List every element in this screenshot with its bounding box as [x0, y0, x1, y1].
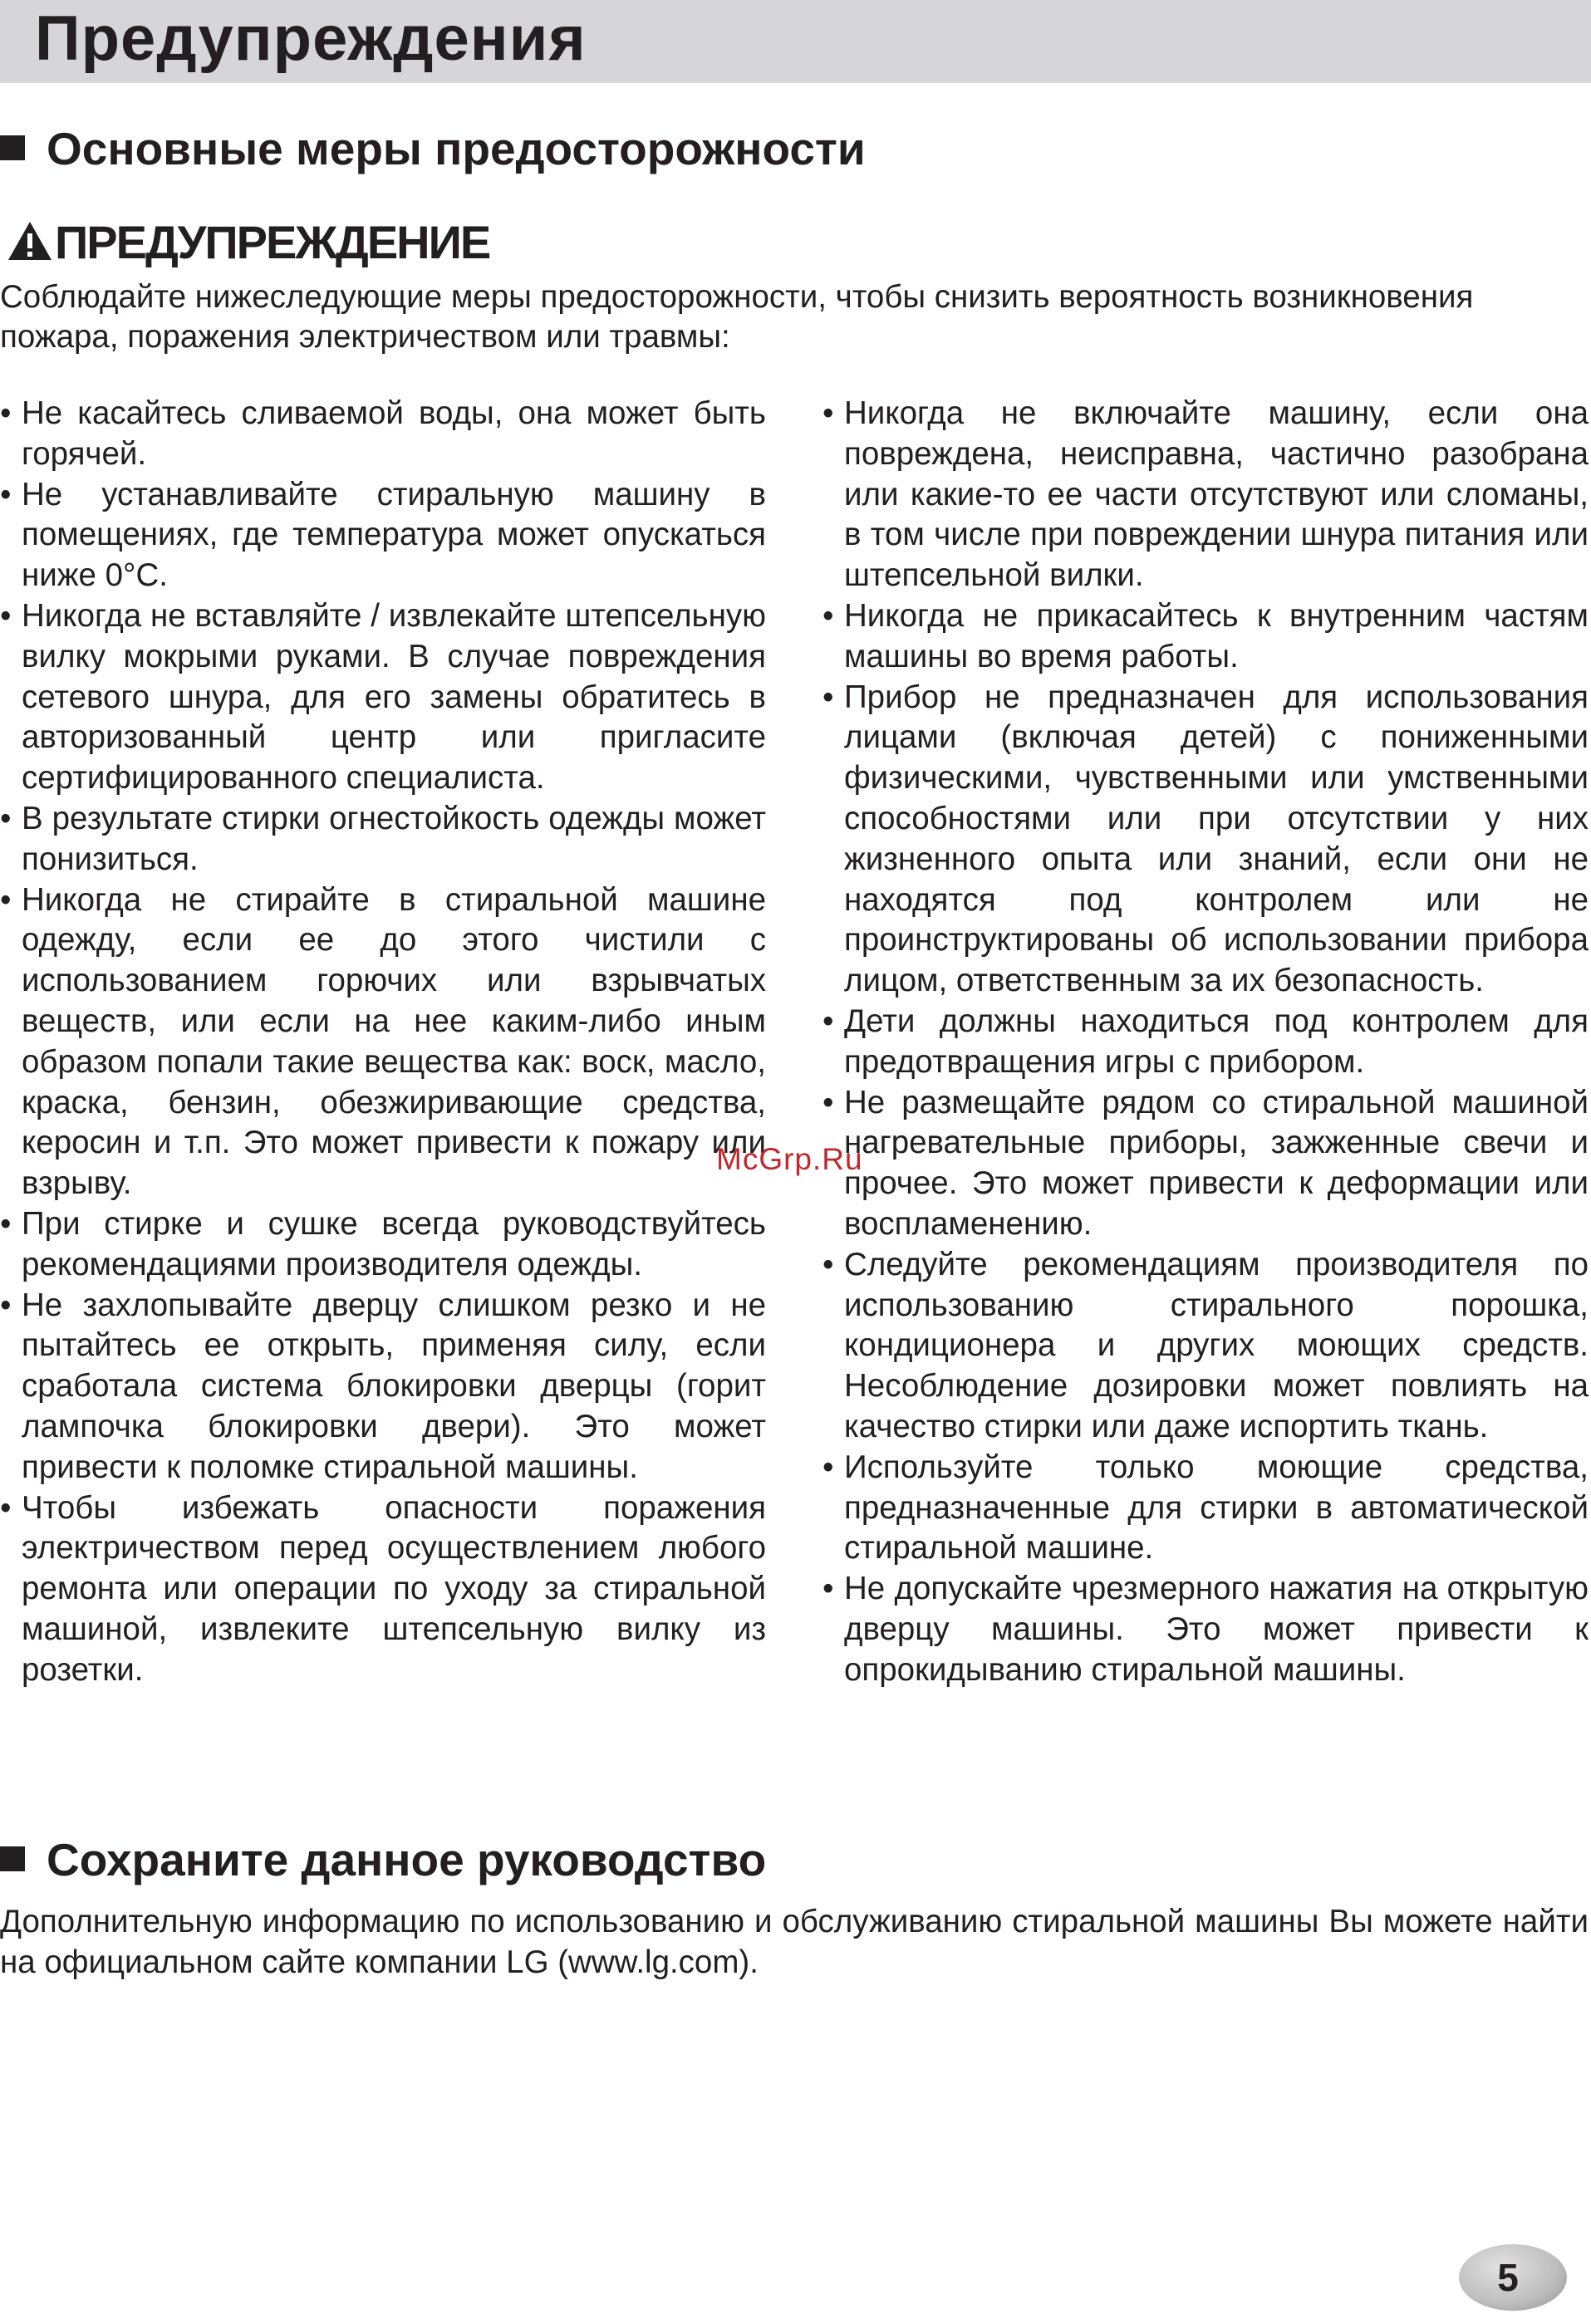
bullet-icon: • — [0, 597, 12, 634]
list-item-text: Не захлопывайте дверцу слишком резко и не пытайтесь ее открыть, применяя силу, если сработала система блокировки дверцы (горит лампочка блокировки двери). Это может привести к поломке стиральной машины. — [22, 1287, 766, 1485]
list-item — [0, 475, 766, 596]
list-item — [823, 1569, 1589, 1690]
list-item — [0, 880, 766, 1204]
list-item — [0, 1488, 766, 1691]
bullet-icon: • — [0, 881, 12, 918]
list-item-text: Никогда не прикасайтесь к внутренним частям машины во время работы. — [844, 597, 1589, 674]
list-item — [823, 678, 1589, 1002]
save-manual-paragraph: Дополнительную информацию по использованию и обслуживанию стиральной машины Вы можете найти на официальном сайте компании LG (www.lg.com). — [0, 1904, 1589, 1980]
list-item-text: Дети должны находиться под контролем для предотвращения игры с прибором. — [844, 1003, 1589, 1080]
list-item — [0, 1286, 766, 1488]
list-item-text: Никогда не стирайте в стиральной машине одежду, если ее до этого чистили с использованием горючих или взрывчатых веществ, или если на нее каким-либо иным образом попали такие вещества как: воск, масло, краска, бензин, обезжиривающие средства, керосин и т.п. Это может привести к пожару или взрыву. — [22, 881, 766, 1202]
list-item-text: При стирке и сушке всегда руководствуйтесь рекомендациями производителя одежды. — [22, 1205, 766, 1282]
section-heading-save-manual — [0, 1832, 766, 1887]
warning-heading — [7, 214, 489, 271]
warning-label: ПРЕДУПРЕЖДЕНИЕ — [55, 216, 490, 268]
bullet-icon: • — [823, 1449, 834, 1485]
right-column-list — [823, 394, 1589, 1691]
watermark: McGrp.Ru — [716, 1142, 863, 1176]
bullet-icon: • — [823, 597, 834, 634]
bullet-icon: • — [823, 1084, 834, 1120]
list-item — [823, 394, 1589, 596]
bullet-icon: • — [0, 1287, 12, 1323]
section-heading-text: Сохраните данное руководство — [47, 1834, 767, 1885]
list-item-text: Прибор не предназначен для использования лицами (включая детей) с пониженными физическими, чувственными или умственными способностями или при отсутствии у них жизненного опыта или знаний, если они не находятся под контролем или не проинструктированы об использовании прибора лицом, ответственным за их безопасность. — [844, 679, 1589, 999]
list-item — [823, 1083, 1589, 1245]
list-item-text: Не касайтесь сливаемой воды, она может быть горячей. — [22, 395, 766, 472]
page-header-bar — [0, 0, 1591, 83]
bullet-icon: • — [0, 800, 12, 836]
list-item — [823, 1002, 1589, 1083]
list-item-text: В результате стирки огнестойкость одежды может понизиться. — [22, 800, 766, 877]
list-item-text: Никогда не вставляйте / извлекайте штепсельную вилку мокрыми руками. В случае повреждения сетевого шнура, для его замены обратитесь в авторизованный центр или пригласите сертифицированного специалиста. — [22, 597, 766, 797]
bullet-icon: • — [0, 476, 12, 512]
bullet-icon: • — [0, 395, 12, 431]
list-item-text: Следуйте рекомендациям производителя по использованию стирального порошка, кондиционера и других моющих средств. Несоблюдение дозировки может повлиять на качество стирки или даже испортить ткань. — [844, 1246, 1589, 1444]
bullet-icon: • — [823, 1003, 834, 1039]
page-title: Предупреждения — [35, 3, 587, 74]
list-item-text: Не устанавливайте стиральную машину в помещениях, где температура может опускаться ниже 0°C. — [22, 476, 766, 594]
left-column-list — [0, 394, 766, 1691]
list-item — [823, 1245, 1589, 1448]
bullet-icon: • — [823, 1246, 834, 1282]
list-item — [0, 1204, 766, 1286]
square-bullet-icon — [0, 135, 25, 160]
list-item-text: Используйте только моющие средства, предназначенные для стирки в автоматической стиральной машине. — [844, 1449, 1589, 1566]
page-number: 5 — [1497, 2256, 1519, 2299]
section-heading-text: Основные меры предосторожности — [47, 123, 866, 174]
list-item-text: Чтобы избежать опасности поражения электричеством перед осуществлением любого ремонта или операции по уходу за стиральной машиной, извлеките штепсельную вилку из розетки. — [22, 1489, 766, 1688]
list-item-text: Не допускайте чрезмерного нажатия на открытую дверцу машины. Это может привести к опрокидыванию стиральной машины. — [844, 1571, 1589, 1688]
list-item-text: Никогда не включайте машину, если она повреждена, неисправна, частично разобрана или какие-то ее части отсутствуют или сломаны, в том числе при повреждении шнура питания или штепсельной вилки. — [844, 395, 1589, 594]
list-item — [0, 394, 766, 475]
section-heading-precautions — [0, 121, 866, 176]
square-bullet-icon — [0, 1846, 25, 1871]
list-item — [0, 799, 766, 880]
intro-paragraph: Соблюдайте нижеследующие меры предосторожности, чтобы снизить вероятность возникновения пожара, поражения электричеством или травмы: — [0, 279, 1474, 355]
list-item-text: Не размещайте рядом со стиральной машиной нагревательные приборы, зажженные свечи и прочее. Это может привести к деформации или воспламенению. — [844, 1084, 1589, 1242]
list-item — [0, 596, 766, 799]
list-item — [823, 1448, 1589, 1569]
bullet-icon: • — [823, 1571, 834, 1607]
warning-triangle-icon — [7, 220, 53, 262]
list-item — [823, 596, 1589, 678]
bullet-icon: • — [0, 1489, 12, 1526]
bullet-icon: • — [823, 395, 834, 431]
bullet-icon: • — [0, 1205, 12, 1242]
bullet-icon: • — [823, 679, 834, 715]
